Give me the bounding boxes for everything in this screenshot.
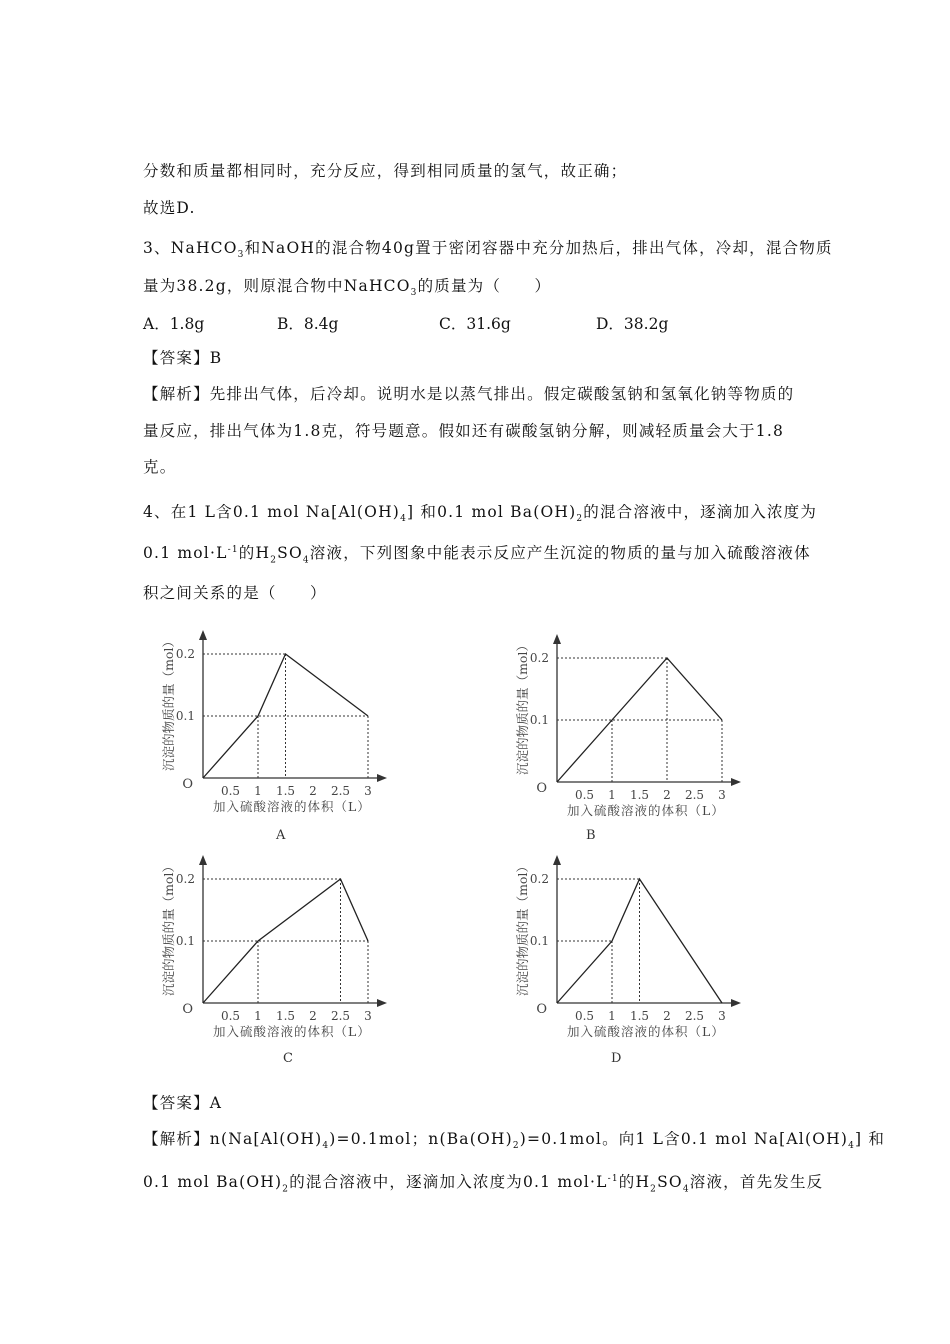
question-3 (143, 238, 833, 265)
x-tick-label: 2.5 (330, 784, 351, 798)
x-tick-label: 2 (309, 784, 317, 798)
x-tick-label: 0.5 (574, 1009, 595, 1023)
x-tick-label: 1 (608, 788, 616, 802)
t: 2 (282, 1184, 290, 1195)
chart-b (512, 622, 752, 837)
x-tick-label: 2.5 (684, 788, 705, 802)
x-axis-label: 加入硫酸溶液的体积（L） (213, 799, 371, 814)
x-tick-label: 2.5 (684, 1009, 705, 1023)
t: 的混合溶液中，逐滴加入浓度为0.1 mol·L (289, 1173, 608, 1192)
y-axis-label: 沉淀的物质的量（mol） (161, 635, 176, 771)
t: 的混合溶液中，逐滴加入浓度为 (583, 503, 818, 521)
chart-caption-b: B (586, 828, 596, 843)
x-tick-label: 0.5 (220, 784, 241, 798)
x-tick-label: 2 (663, 788, 671, 802)
origin-label: O (182, 777, 193, 792)
x-tick-label: 1.5 (275, 784, 296, 798)
y-axis-label: 沉淀的物质的量（mol） (161, 860, 176, 996)
option-d: D．38.2g (596, 315, 669, 333)
question-3-cont (143, 276, 551, 303)
t: 4、在1 L含0.1 mol Na[Al(OH) (143, 503, 401, 521)
t: SO (277, 544, 303, 563)
t: -1 (607, 1174, 619, 1184)
analysis-3: 【解析】先排出气体，后冷却。说明水是以蒸气排出。假定碳酸氢钠和氢氧化钠等物质的 (143, 385, 795, 403)
question-4 (143, 540, 811, 570)
t: 2 (650, 1184, 658, 1195)
x-tick-label: 1 (254, 1009, 262, 1023)
t: 0.1 mol Ba(OH) (143, 1173, 283, 1192)
x-tick-label: 1 (608, 1009, 616, 1023)
analysis-3: 量反应，排出气体为1.8克，符号题意。假如还有碳酸氢钠分解，则减轻质量会大于1.8 (143, 422, 785, 440)
x-tick-label: 1.5 (629, 788, 650, 802)
x-axis-arrow (377, 999, 387, 1007)
x-axis-label: 加入硫酸溶液的体积（L） (567, 1024, 725, 1039)
y-tick-label: 0.2 (175, 872, 195, 886)
y-axis-arrow (553, 634, 561, 644)
x-tick-label: 0.5 (220, 1009, 241, 1023)
origin-label: O (536, 781, 547, 796)
y-tick-label: 0.1 (175, 934, 195, 948)
t: 4 (682, 1184, 690, 1195)
question-4 (143, 502, 817, 529)
x-axis-label: 加入硫酸溶液的体积（L） (213, 1024, 371, 1039)
y-axis-arrow (199, 630, 207, 640)
question-4: 积之间关系的是（ ） (143, 584, 327, 602)
t: 2 (270, 555, 278, 566)
t: 0.1 mol·L (143, 544, 228, 563)
t: SO (657, 1173, 683, 1192)
analysis-4 (143, 1129, 885, 1156)
x-tick-label: 2 (309, 1009, 317, 1023)
t: )=0.1mol。向1 L含0.1 mol Na[Al(OH) (519, 1130, 849, 1148)
text-line: 分数和质量都相同时，充分反应，得到相同质量的氢气，故正确； (143, 162, 628, 180)
chart-caption-c: C (283, 1051, 293, 1066)
answer-4: 【答案】A (143, 1094, 223, 1112)
chart-d (512, 843, 752, 1058)
t: 3 (410, 288, 418, 299)
chart-caption-a: A (276, 828, 286, 843)
t: 3、NaHCO (143, 239, 238, 257)
analysis-3: 克。 (143, 458, 177, 476)
text-line: 故选D. (143, 199, 196, 217)
t: 2 (512, 1141, 520, 1152)
t: ] 和 (855, 1130, 886, 1148)
x-axis-label: 加入硫酸溶液的体积（L） (567, 803, 725, 818)
t: ] 和0.1 mol Ba(OH) (407, 503, 577, 521)
t: 【解析】n(Na[Al(OH) (143, 1130, 323, 1148)
x-tick-label: 1.5 (629, 1009, 650, 1023)
t: -1 (227, 545, 239, 555)
y-tick-label: 0.2 (175, 647, 195, 661)
option-b: B．8.4g (277, 315, 339, 333)
chart-a (158, 618, 398, 833)
x-tick-label: 1.5 (275, 1009, 296, 1023)
t: 4 (322, 1141, 330, 1152)
y-axis-label: 沉淀的物质的量（mol） (515, 639, 530, 775)
t: 的H (238, 544, 271, 563)
option-c: C．31.6g (439, 315, 511, 333)
t: 溶液，首先发生反 (689, 1173, 824, 1192)
t: 和NaOH的混合物40g置于密闭容器中充分加热后，排出气体，冷却，混合物质 (244, 239, 833, 257)
y-tick-label: 0.1 (529, 934, 549, 948)
y-axis-arrow (553, 855, 561, 865)
x-axis-arrow (377, 774, 387, 782)
answer-3: 【答案】B (143, 349, 223, 367)
y-tick-label: 0.1 (529, 713, 549, 727)
y-tick-label: 0.1 (175, 709, 195, 723)
analysis-4 (143, 1169, 823, 1199)
t: 溶液，下列图象中能表示反应产生沉淀的物质的量与加入硫酸溶液体 (309, 544, 811, 563)
t: )=0.1mol；n(Ba(OH) (329, 1130, 513, 1148)
x-tick-label: 3 (364, 784, 372, 798)
t: 4 (848, 1141, 855, 1152)
t: 4 (302, 555, 310, 566)
x-tick-label: 0.5 (574, 788, 595, 802)
t: 的H (618, 1173, 651, 1192)
y-axis-arrow (199, 855, 207, 865)
x-tick-label: 1 (254, 784, 262, 798)
x-tick-label: 2 (663, 1009, 671, 1023)
t: 3 (237, 250, 245, 261)
x-tick-label: 2.5 (330, 1009, 351, 1023)
y-axis-label: 沉淀的物质的量（mol） (515, 860, 530, 996)
y-tick-label: 0.2 (529, 651, 549, 665)
t: 4 (400, 514, 407, 525)
chart-caption-d: D (611, 1051, 622, 1066)
origin-label: O (536, 1002, 547, 1017)
t: 的质量为（ ） (417, 277, 552, 295)
t: 2 (576, 514, 584, 525)
option-a: A．1.8g (143, 315, 205, 333)
chart-c (158, 843, 398, 1058)
x-axis-arrow (731, 999, 741, 1007)
x-tick-label: 3 (364, 1009, 372, 1023)
x-tick-label: 3 (718, 788, 726, 802)
origin-label: O (182, 1002, 193, 1017)
x-axis-arrow (731, 778, 741, 786)
t: 量为38.2g，则原混合物中NaHCO (143, 277, 411, 295)
y-tick-label: 0.2 (529, 872, 549, 886)
x-tick-label: 3 (718, 1009, 726, 1023)
